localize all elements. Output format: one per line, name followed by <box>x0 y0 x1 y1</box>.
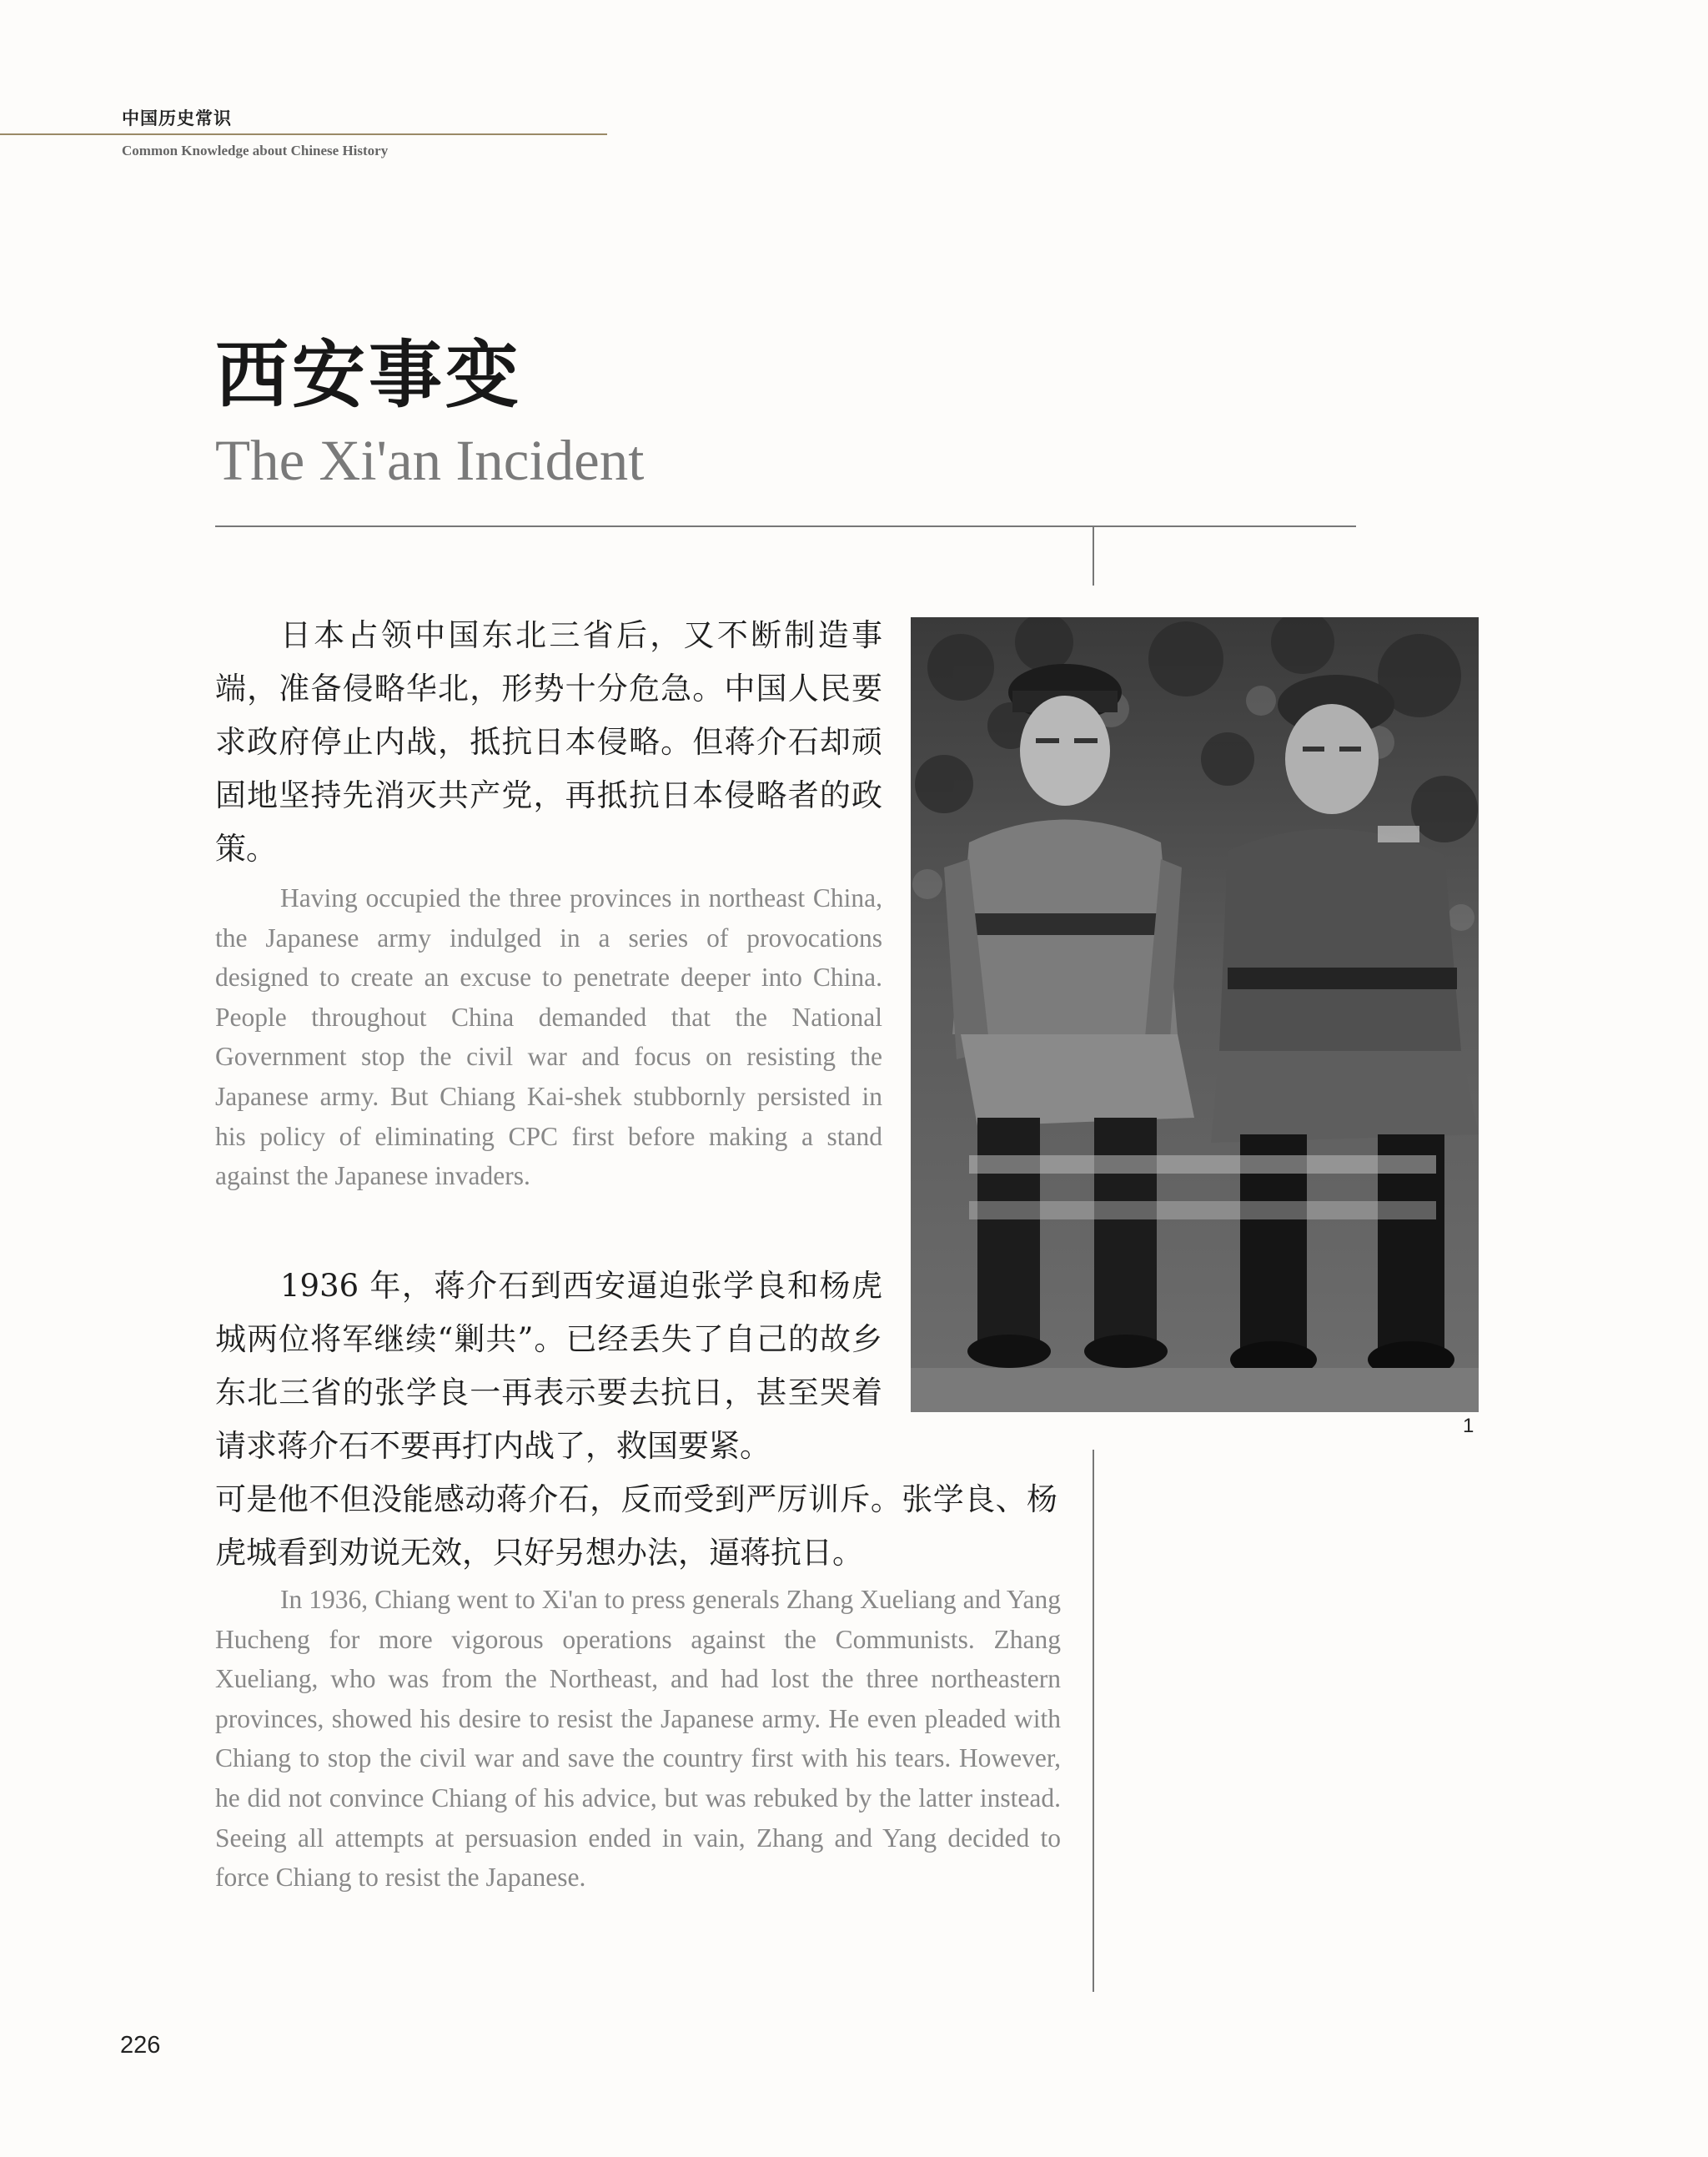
running-header-chinese: 中国历史常识 <box>122 108 232 128</box>
running-header-english: Common Knowledge about Chinese History <box>122 143 389 158</box>
header-rule <box>0 133 607 135</box>
paragraph-1-chinese: 日本占领中国东北三省后，又不断制造事端，准备侵略华北，形势十分危急。中国人民要求政府停止内战，抵抗日本侵略。但蒋介石却顽固地坚持先消灭共产党，再抵抗日本侵略者的政策。 <box>215 617 882 867</box>
vertical-rule-bottom <box>1093 1450 1094 1992</box>
photo-illustration <box>911 617 1479 1412</box>
title-rule <box>215 525 1356 527</box>
title-english: The Xi'an Incident <box>215 429 645 492</box>
paragraph-2-english: In 1936, Chiang went to Xi'an to press generals Zhang Xueliang and Yang Hucheng for more vigorous operations against the Communists. Zhang Xueliang, who was from the Northeast, and had lost the three northeastern provinces, showed his desire to resist the Japanese army. He even pleaded with Chiang to stop the civil war and save the country first with his tears. However, he did not convince Chiang of his advice, but was rebuked by the latter instead. Seeing all attempts at persuasion ended in vain, Zhang and Yang decided to force Chiang to resist the Japanese. <box>215 1585 1061 1893</box>
paragraph-2-chinese-part-2: 可是他不但没能感动蒋介石，反而受到严厉训斥。张学良、杨虎城看到劝说无效，只好另想办法，逼蒋抗日。 <box>215 1481 1057 1571</box>
historical-photo <box>911 617 1479 1412</box>
page-number: 226 <box>120 2032 161 2059</box>
paragraph-1-english: Having occupied the three provinces in northeast China, the Japanese army indulged in a series of provocations designed to create an excuse to penetrate deeper into China. People throughout China demanded that the National Government stop the civil war and focus on resisting the Japanese army. But Chiang Kai-shek stubbornly persisted in his policy of eliminating CPC first before making a stand against the Japanese invaders. <box>215 883 882 1191</box>
vertical-rule-top <box>1093 527 1094 586</box>
paragraph-2-chinese-part-1: 1936 年，蒋介石到西安逼迫张学良和杨虎城两位将军继续“剿共”。已经丢失了自己的故乡东北三省的张学良一再表示要去抗日，甚至哭着请求蒋介石不要再打内战了，救国要紧。 <box>215 1268 882 1464</box>
figure-number: 1 <box>1463 1415 1474 1437</box>
title-chinese: 西安事变 <box>215 331 523 418</box>
